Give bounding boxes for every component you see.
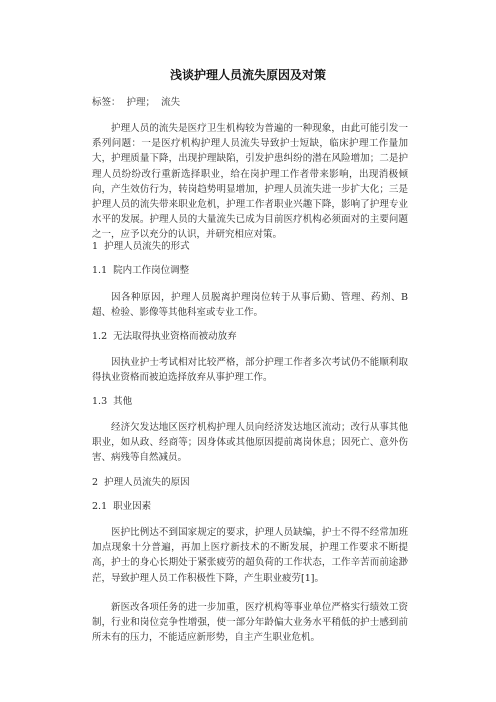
paragraph-1-2: 因执业护士考试相对比较严格，部分护理工作者多次考试仍不能顺利取得执业资格而被迫选择放弃从事护理工作。 <box>92 357 408 384</box>
keywords-line: 标签： 护理； 流失 <box>92 97 181 108</box>
paragraph-2-2: 新医改各项任务的进一步加重，医疗机构等事业单位严格实行绩效工资制，行业和岗位竞争性增强，使一部分年龄偏大业务水平稍低的护士感到前所未有的压力，不能适应新形势，自主产生职业危机。 <box>92 602 408 644</box>
subsection-heading-1-1: 1.1 院内工作岗位调整 <box>92 265 190 276</box>
section-heading-2: 2 护理人员流失的原因 <box>92 477 190 488</box>
paragraph-2-1: 医护比例达不到国家规定的要求，护理人员缺编，护士不得不经常加班加点现象十分普遍，再加上医疗新技术的不断发展，护理工作要求不断提高，护士的身心长期处于紧张疲劳的超负荷的工作状态，工作辛苦而前途渺茫，导致护理人员工作积极性下降，产生职业疲劳[1]。 <box>92 527 408 584</box>
subsection-heading-1-2: 1.2 无法取得执业资格而被动放弃 <box>92 331 237 342</box>
section-heading-1: 1 护理人员流失的形式 <box>92 241 190 252</box>
subsection-heading-2-1: 2.1 职业因素 <box>92 501 152 512</box>
paragraph-1-3: 经济欠发达地区医疗机构护理人员向经济发达地区流动；改行从事其他职业，如从政、经商等；因身体或其他原因提前离岗休息；因死亡、意外伤害、病残等自然减员。 <box>92 422 408 464</box>
paragraph-1-1: 因各种原因，护理人员脱离护理岗位转于从事后勤、管理、药剂、B 超、检验、影像等其他科室或专业工作。 <box>92 292 408 319</box>
intro-paragraph: 护理人员的流失是医疗卫生机构较为普遍的一种现象，由此可能引发一系列问题：一是医疗机构护理人员流失导致护士短缺，临床护理工作量加大，护理质量下降，出现护理缺陷，引发护患纠纷的潜在风险增加；二是护理人员纷纷改行重新选择职业，给在岗护理工作者带来影响，出现消极倾向，产生效仿行为，转岗趋势明显增加，护理人员流失进一步扩大化；三是护理人员的流失带来职业危机，护理工作者职业兴趣下降，影响了护理专业水平的发展。护理人员的大量流失已成为目前医疗机构必须面对的主要问题之一，应予以充分的认识，并研究相应对策。 <box>92 123 408 241</box>
subsection-heading-1-3: 1.3 其他 <box>92 396 133 407</box>
document-title: 浅谈护理人员流失原因及对策 <box>169 68 326 82</box>
